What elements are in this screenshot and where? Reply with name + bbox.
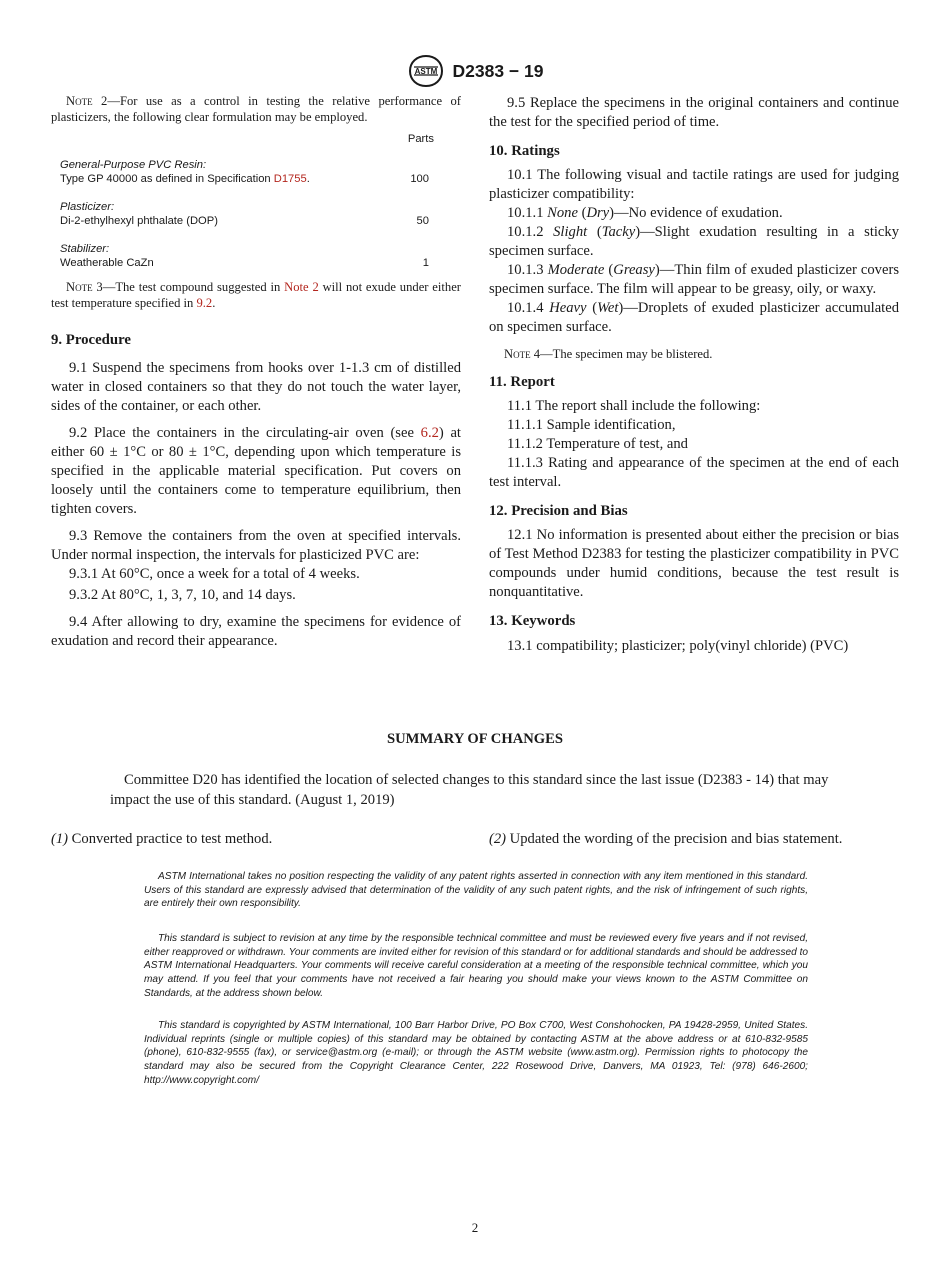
plasticizer-label: Plasticizer: <box>60 201 115 213</box>
link-6-2[interactable]: 6.2 <box>420 425 439 441</box>
para-11-1-1: 11.1.1 Sample identification, <box>507 416 676 433</box>
para-9-3-1: 9.3.1 At 60°C, once a week for a total of 4 weeks. <box>69 566 360 582</box>
rating-none: 10.1.1 None (Dry)—No evidence of exudation. <box>507 205 783 221</box>
section-9-title: 9. Procedure <box>51 332 131 348</box>
change-2: (2) Updated the wording of the precision and bias statement. <box>489 831 843 847</box>
plasticizer-value: 50 <box>416 215 429 227</box>
stabilizer-text: Weatherable CaZn <box>60 257 154 269</box>
rating-moderate: 10.1.3 Moderate (Greasy)—Thin film of exuded plasticizer covers specimen surface. The film will appear to be greasy, oily, or waxy. <box>489 262 900 297</box>
para-9-4: 9.4 After allowing to dry, examine the specimens for evidence of exudation and record their appearance. <box>51 614 461 649</box>
resin-value: 100 <box>410 173 429 185</box>
para-9-5: 9.5 Replace the specimens in the original containers and continue the test for the specified period of time. <box>489 95 899 130</box>
rating-slight: 10.1.2 Slight (Tacky)—Slight exudation resulting in a sticky specimen surface. <box>489 224 899 259</box>
para-9-2: 9.2 Place the containers in the circulating-air oven (see 6.2) at either 60 ± 1°C or 80 ± 1°C, depending upon which temperature is specified in the applicable material specification. Put covers on loosely until the containers come to temperature equilibrium, then tighten covers. <box>51 425 461 517</box>
para-9-3: 9.3 Remove the containers from the oven at specified intervals. Under normal inspection, the intervals for plasticized PVC are: <box>51 528 461 563</box>
para-11-1-3: 11.1.3 Rating and appearance of the specimen at the end of each test interval. <box>489 454 899 490</box>
astm-logo <box>407 54 445 88</box>
para-12-1: 12.1 No information is presented about either the precision or bias of Test Method D2383 for testing the plasticizer compatibility in PVC compounds under humid conditions, because the test result is nonquantitative. <box>489 526 899 600</box>
section-11-title: 11. Report <box>489 373 555 390</box>
link-9-2[interactable]: 9.2 <box>196 295 213 310</box>
resin-label: General-Purpose PVC Resin: <box>60 159 207 171</box>
para-13-1: 13.1 compatibility; plasticizer; poly(vinyl chloride) (PVC) <box>507 637 849 654</box>
para-11-1-2: 11.1.2 Temperature of test, and <box>507 435 688 452</box>
para-9-1: 9.1 Suspend the specimens from hooks over 1-1.3 cm of distilled water in closed containers so that they do not touch the water layer, sides of the container, or each other. <box>51 360 461 414</box>
resin-text: Type GP 40000 as defined in Specification D1755. <box>60 173 310 185</box>
plasticizer-text: Di-2-ethylhexyl phthalate (DOP) <box>60 215 218 227</box>
note-3: Note 3—The test compound suggested in Note 2 will not exude under either test temperature specified in 9.2. <box>51 280 461 310</box>
formulation-table <box>51 132 461 270</box>
parts-header: Parts <box>407 133 434 145</box>
stabilizer-value: 1 <box>422 257 429 269</box>
note-2: Note 2—For use as a control in testing the relative performance of plasticizers, the following clear formulation may be employed. <box>51 94 462 124</box>
fine-print-copyright: This standard is copyrighted by ASTM International, 100 Barr Harbor Drive, PO Box C700, West Conshohocken, PA 19428-2959, United States. Individual reprints (single or multiple copies) of this standard may be obtained by contacting ASTM at the above address or at 610-832-9585 (phone), 610-832-9555 (fax), or service@astm.org (e-mail); or through the ASTM website (www.astm.org). Permission rights to photocopy the standard may also be secured from the Copyright Clearance Center, 222 Rosewood Drive, Danvers, MA 01923, Tel: (978) 646-2600; http://www.copyright.com/ <box>144 1020 808 1086</box>
right-column <box>489 94 899 656</box>
link-note-2[interactable]: Note 2 <box>284 280 319 294</box>
stabilizer-label: Stabilizer: <box>60 243 110 255</box>
fine-print-revision: This standard is subject to revision at any time by the responsible technical committee and must be reviewed every five years and if not revised, either reapproved or withdrawn. Your comments are invited either for revision of this standard or for additional standards and should be addressed to ASTM International Headquarters. Your comments will receive careful consideration at a meeting of the responsible technical committee, which you may attend. If you feel that your comments have not received a fair hearing you should make your views known to the ASTM Committee on Standards, at the address shown below. <box>144 933 808 999</box>
para-11-1: 11.1 The report shall include the following: <box>507 397 761 414</box>
fine-print-patent: ASTM International takes no position respecting the validity of any patent rights asserted in connection with any item mentioned in this standard. Users of this standard are expressly advised that determination of the validity of any such patent rights, and the risk of infringement of such rights, are entirely their own responsibility. <box>144 871 808 910</box>
summary-title: SUMMARY OF CHANGES <box>387 731 563 747</box>
para-9-3-2: 9.3.2 At 80°C, 1, 3, 7, 10, and 14 days. <box>69 587 296 603</box>
note-4: Note 4—The specimen may be blistered. <box>504 347 713 361</box>
page-number: 2 <box>471 1220 479 1235</box>
section-10-title: 10. Ratings <box>489 143 560 159</box>
svg-text:ASTM: ASTM <box>414 67 437 76</box>
left-column <box>51 94 461 651</box>
page-header <box>0 54 950 88</box>
section-12-title: 12. Precision and Bias <box>489 502 628 519</box>
link-d1755[interactable]: D1755 <box>273 173 307 185</box>
section-13-title: 13. Keywords <box>489 612 576 629</box>
rating-heavy: 10.1.4 Heavy (Wet)—Droplets of exuded plasticizer accumulated on specimen surface. <box>489 300 899 335</box>
summary-intro: Committee D20 has identified the location of selected changes to this standard since the last issue (D2383 - 14) that may impact the use of this standard. (August 1, 2019) <box>110 772 829 808</box>
para-10-1: 10.1 The following visual and tactile ratings are used for judging plasticizer compatibility: <box>489 167 899 202</box>
designation: D2383 − 19 <box>452 60 544 81</box>
change-1: (1) Converted practice to test method. <box>51 831 273 847</box>
